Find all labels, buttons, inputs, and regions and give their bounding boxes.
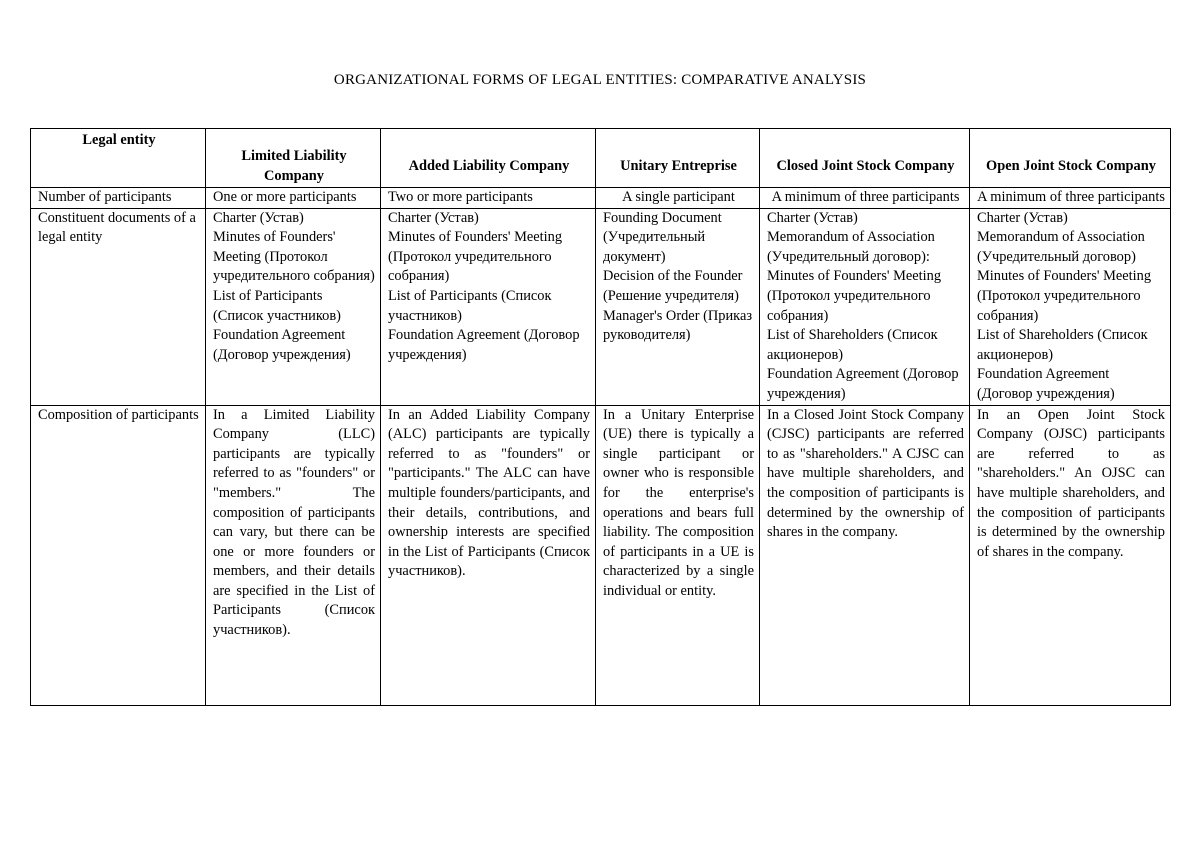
document-item: Charter (Устав) bbox=[388, 209, 479, 226]
column-header-alc: Added Liability Company bbox=[381, 129, 596, 188]
document-item: Manager's Order (Приказ руководителя) bbox=[603, 307, 753, 344]
document-item: List of Participants (Список участников) bbox=[388, 287, 552, 324]
table-row-constituent-documents bbox=[31, 208, 1171, 405]
document-item: Minutes of Founders' Meeting (Протокол учредительного собрания) bbox=[213, 229, 375, 285]
document-item: Foundation Agreement (Договор учреждения) bbox=[767, 366, 959, 402]
document-item: Minutes of Founders' Meeting (Протокол учредительного собрания) bbox=[767, 268, 942, 324]
table-cell: In an Open Joint Stock Company (OJSC) participants are referred to as "shareholders." An OJSC can have multiple shareholders, and the composition of participants is determined by the ownership of shares in the company. bbox=[970, 405, 1171, 705]
table-cell: Two or more participants bbox=[381, 188, 596, 209]
table-cell: In a Closed Joint Stock Company (CJSC) participants are referred to as "shareholders." A CJSC can have multiple shareholders, and the composition of participants is determined by the ownership of shares in the company. bbox=[760, 405, 970, 705]
comparison-table bbox=[30, 128, 1171, 706]
document-item: List of Participants (Список участников) bbox=[213, 287, 341, 324]
table-cell: In a Unitary Enterprise (UE) there is typically a single participant or owner who is responsible for the enterprise's operations and bears full liability. The composition of participants in a UE is characterized by a single individual or entity. bbox=[596, 405, 760, 705]
table-cell: In an Added Liability Company (ALC) participants are typically referred to as "founders" or "participants." The ALC can have multiple founders/participants, and their details, contributions, and ownership interests are specified in the List of Participants (Список участников). bbox=[381, 405, 596, 705]
document-item: Minutes of Founders' Meeting (Протокол учредительного собрания) bbox=[977, 268, 1152, 324]
document-item: Decision of the Founder (Решение учредителя) bbox=[603, 268, 743, 304]
table-cell: A single participant bbox=[596, 188, 760, 209]
table-cell: A minimum of three participants bbox=[970, 188, 1171, 209]
table-cell bbox=[381, 208, 596, 405]
document-item: Charter (Устав) bbox=[767, 209, 858, 226]
document-item: Charter (Устав) bbox=[213, 209, 304, 226]
table-row-number-of-participants bbox=[31, 188, 1171, 209]
table-cell bbox=[596, 208, 760, 405]
column-header-llc: Limited Liability Company bbox=[206, 129, 381, 188]
document-title: ORGANIZATIONAL FORMS OF LEGAL ENTITIES: COMPARATIVE ANALYSIS bbox=[333, 72, 867, 88]
table-cell bbox=[760, 208, 970, 405]
document-item: Memorandum of Association (Учредительный договор): bbox=[767, 229, 935, 265]
table-cell bbox=[970, 208, 1171, 405]
row-label: Number of participants bbox=[31, 188, 206, 209]
document-item: List of Shareholders (Список акционеров) bbox=[767, 327, 938, 363]
column-header-ue: Unitary Entreprise bbox=[596, 129, 760, 188]
column-header-ojsc: Open Joint Stock Company bbox=[970, 129, 1171, 188]
document-item: Founding Document (Учредительный документ) bbox=[603, 209, 722, 265]
corner-header: Legal entity bbox=[31, 129, 206, 188]
row-label: Composition of participants bbox=[31, 405, 206, 705]
column-header-cjsc: Closed Joint Stock Company bbox=[760, 129, 970, 188]
table-row-composition-of-participants bbox=[31, 405, 1171, 705]
table-cell: A minimum of three participants bbox=[760, 188, 970, 209]
table-header-row bbox=[31, 129, 1171, 188]
document-item: Minutes of Founders' Meeting (Протокол учредительного собрания) bbox=[388, 229, 563, 285]
row-label: Constituent documents of a legal entity bbox=[31, 208, 206, 405]
table-cell: In a Limited Liability Company (LLC) participants are typically referred to as "founders" or "members." The composition of participants can vary, but there can be one or more founders or members, and their details are specified in the List of Participants (Список участников). bbox=[206, 405, 381, 705]
document-item: Foundation Agreement (Договор учреждения) bbox=[977, 366, 1115, 402]
document-item: Memorandum of Association (Учредительный договор) bbox=[977, 229, 1145, 265]
document-item: List of Shareholders (Список акционеров) bbox=[977, 327, 1148, 363]
document-item: Foundation Agreement (Договор учреждения) bbox=[388, 327, 580, 363]
document-item: Foundation Agreement (Договор учреждения) bbox=[213, 327, 351, 363]
table-cell bbox=[206, 208, 381, 405]
table-cell: One or more participants bbox=[206, 188, 381, 209]
document-item: Charter (Устав) bbox=[977, 209, 1068, 226]
